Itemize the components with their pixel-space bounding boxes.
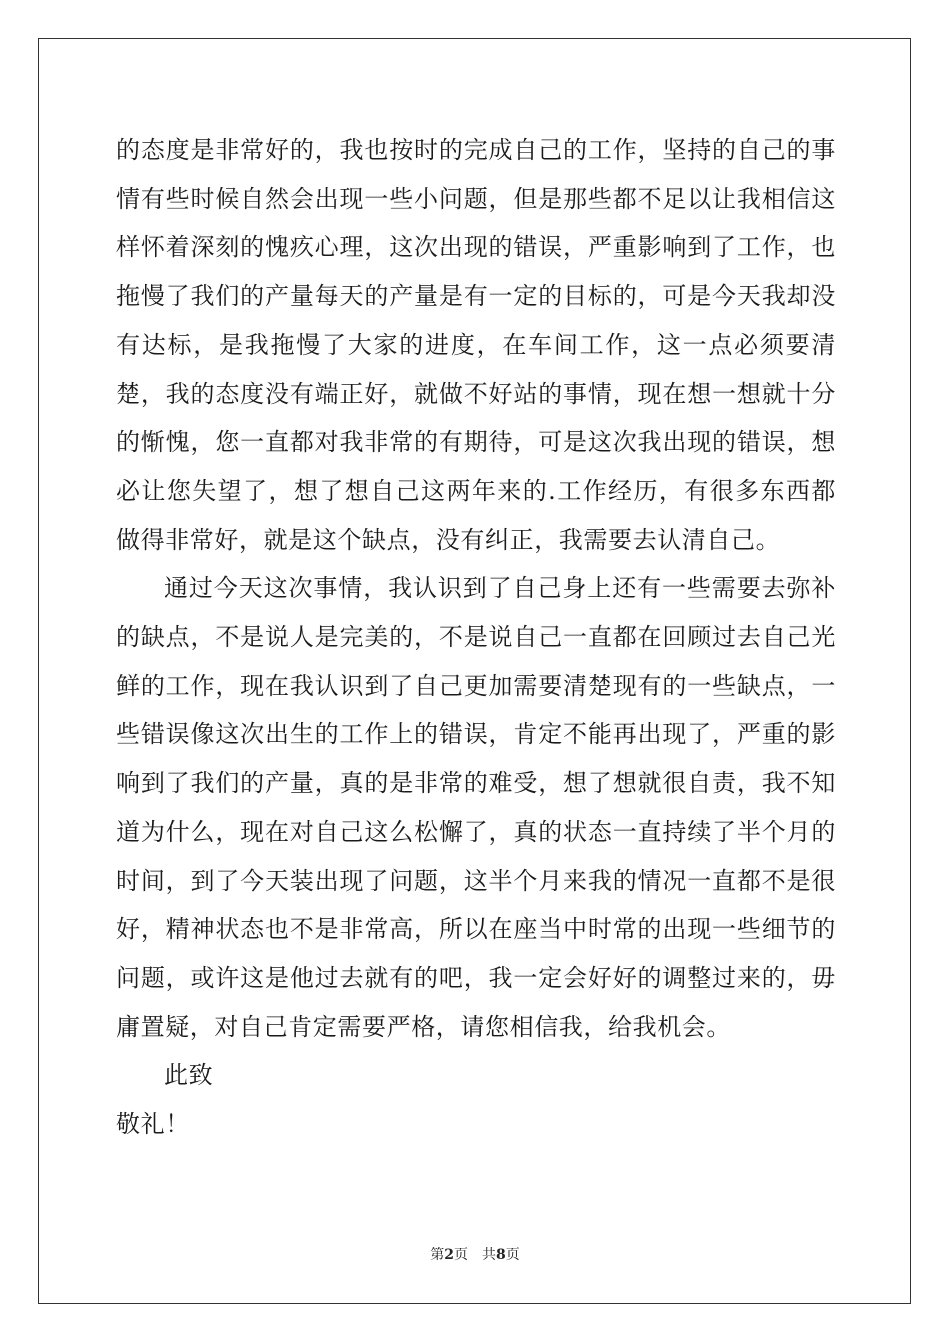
paragraph-1: 的态度是非常好的，我也按时的完成自己的工作，坚持的自己的事情有些时候自然会出现一些小问题，但是那些都不足以让我相信这样怀着深刻的愧疚心理，这次出现的错误，严重影响到了工作，也拖慢了我们的产量每天的产量是有一定的目标的，可是今天我却没有达标，是我拖慢了大家的进度，在车间工作，这一点必须要清楚，我的态度没有端正好，就做不好站的事情，现在想一想就十分的惭愧，您一直都对我非常的有期待，可是这次我出现的错误，想必让您失望了，想了想自己这两年来的.工作经历，有很多东西都做得非常好，就是这个缺点，没有纠正，我需要去认清自己。	[116, 136, 836, 554]
current-page-number: 2	[444, 1247, 454, 1263]
total-page-count: 8	[496, 1247, 506, 1263]
footer-prefix: 第	[430, 1247, 445, 1263]
document-body	[116, 126, 836, 1149]
page-footer	[0, 1244, 950, 1264]
footer-total-prefix: 共	[482, 1247, 496, 1263]
footer-page-unit: 页	[454, 1247, 468, 1263]
closing-regards: 敬礼！	[116, 1110, 190, 1139]
paragraph-2: 通过今天这次事情，我认识到了自己身上还有一些需要去弥补的缺点，不是说人是完美的，不是说自己一直都在回顾过去自己光鲜的工作，现在我认识到了自己更加需要清楚现有的一些缺点，一些错误像这次出生的工作上的错误，肯定不能再出现了，严重的影响到了我们的产量，真的是非常的难受，想了想就很自责，我不知道为什么，现在对自己这么松懈了，真的状态一直持续了半个月的时间，到了今天装出现了问题，这半个月来我的情况一直都不是很好，精神状态也不是非常高，所以在座当中时常的出现一些细节的问题，或许这是他过去就有的吧，我一定会好好的调整过来的，毋庸置疑，对自己肯定需要严格，请您相信我，给我机会。	[116, 574, 836, 1041]
footer-total-unit: 页	[505, 1247, 520, 1263]
closing-salutation: 此致	[164, 1061, 214, 1090]
